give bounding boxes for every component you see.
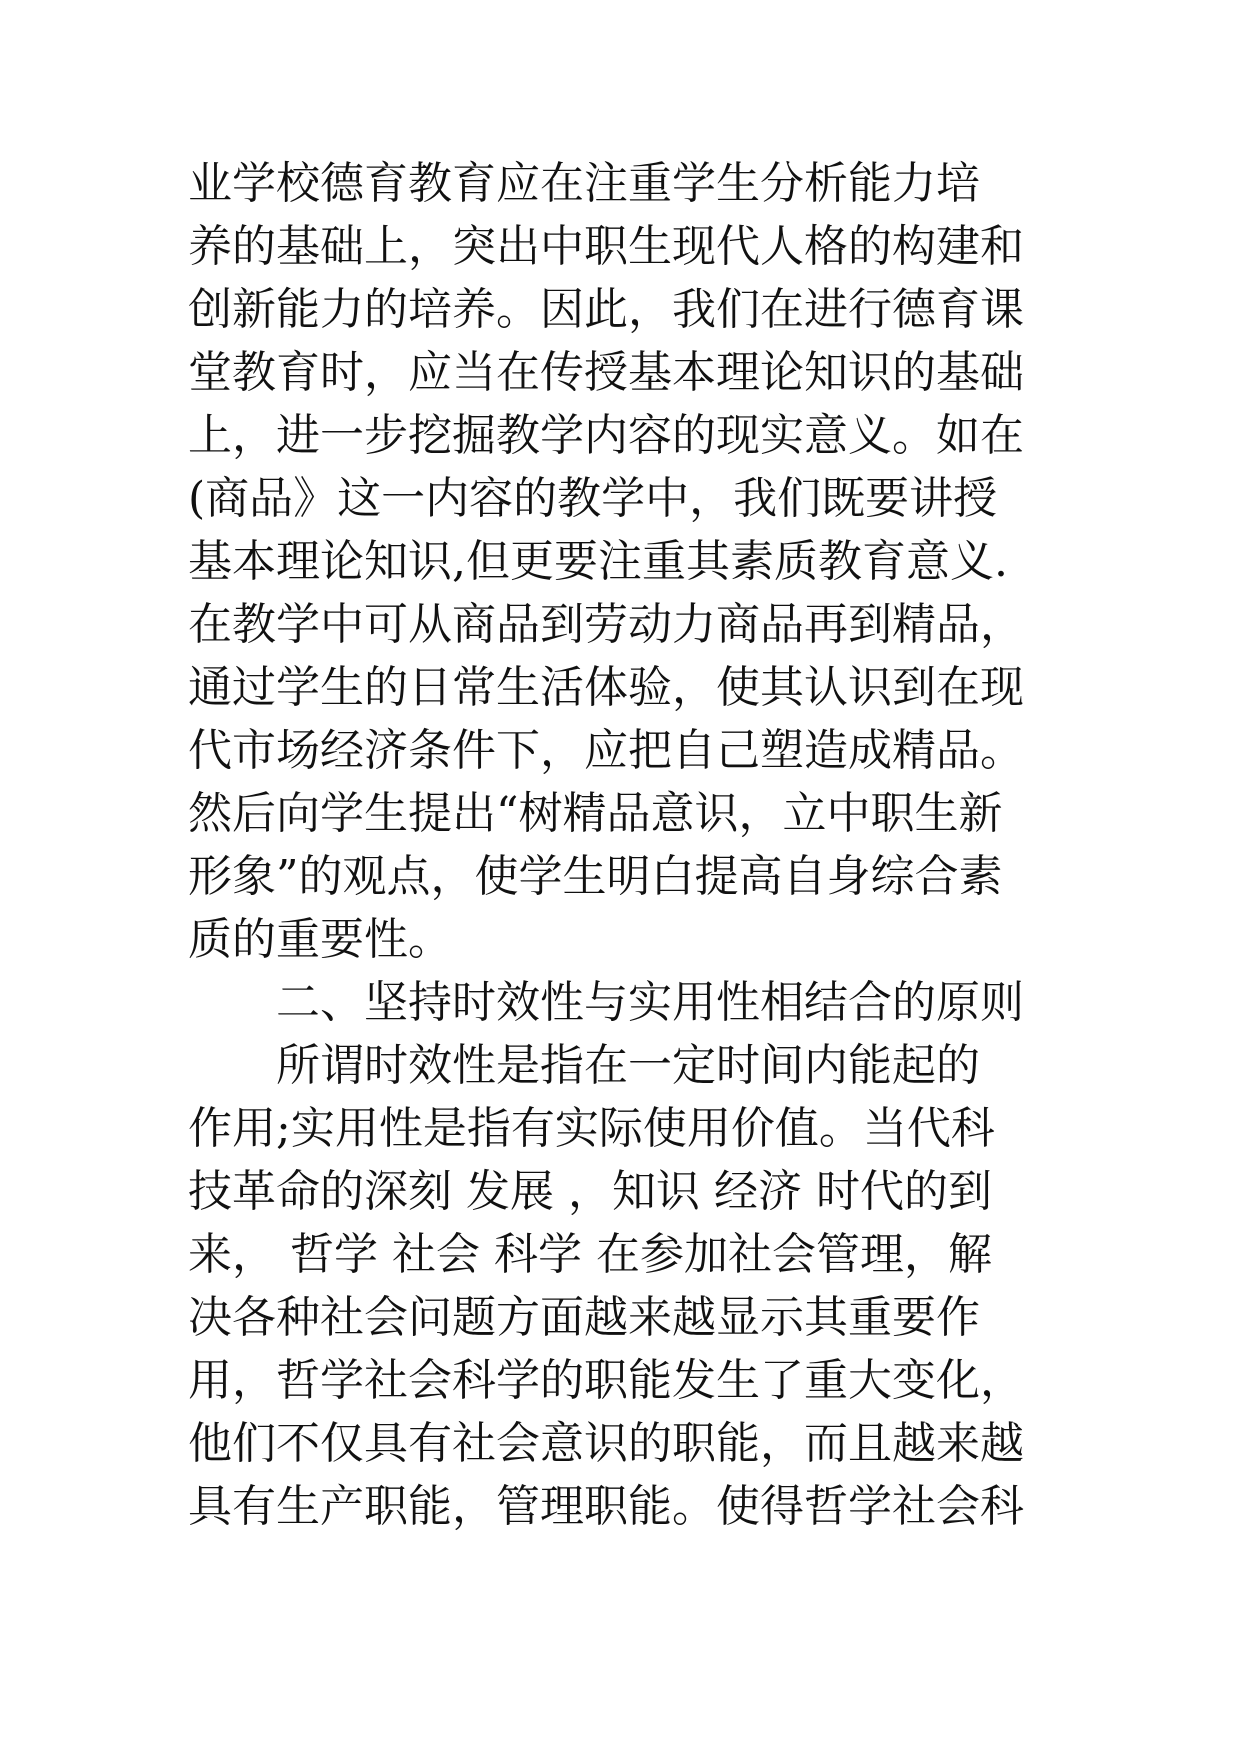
text-line: 具有生产职能，管理职能。使得哲学社会科	[188, 1481, 1024, 1532]
text-line: 来， 哲学 社会 科学 在参加社会管理，解	[188, 1229, 992, 1280]
text-line: 上，进一步挖掘教学内容的现实意义。如在	[188, 410, 1024, 461]
text-line: 用，哲学社会科学的职能发生了重大变化，	[188, 1355, 1024, 1406]
section-heading: 二、坚持时效性与实用性相结合的原则	[276, 977, 1024, 1028]
text-line: 堂教育时，应当在传授基本理论知识的基础	[188, 347, 1024, 398]
text-line: 他们不仅具有社会意识的职能，而且越来越	[188, 1418, 1024, 1469]
text-line: 在教学中可从商品到劳动力商品再到精品，	[188, 599, 1024, 650]
text-line: 然后向学生提出“树精品意识，立中职生新	[188, 788, 1003, 839]
text-line: 养的基础上，突出中职生现代人格的构建和	[188, 221, 1024, 272]
text-line: 基本理论知识,但更要注重其素质教育意义.	[188, 536, 1008, 587]
text-line: 业学校德育教育应在注重学生分析能力培	[188, 158, 980, 209]
text-line: (商品》这一内容的教学中，我们既要讲授	[188, 473, 998, 524]
paragraph-first-line: 所谓时效性是指在一定时间内能起的	[276, 1040, 980, 1091]
text-line: 决各种社会问题方面越来越显示其重要作	[188, 1292, 980, 1343]
text-line: 作用;实用性是指有实际使用价值。当代科	[188, 1103, 995, 1154]
body-text	[188, 152, 1088, 1538]
text-line: 通过学生的日常生活体验，使其认识到在现	[188, 662, 1024, 713]
text-line: 技革命的深刻 发展 ，知识 经济 时代的到	[188, 1166, 992, 1217]
text-line: 质的重要性。	[188, 914, 452, 965]
text-line: 代市场经济条件下，应把自己塑造成精品。	[188, 725, 1024, 776]
text-line: 形象”的观点，使学生明白提高自身综合素	[188, 851, 1003, 902]
text-line: 创新能力的培养。因此，我们在进行德育课	[188, 284, 1024, 335]
